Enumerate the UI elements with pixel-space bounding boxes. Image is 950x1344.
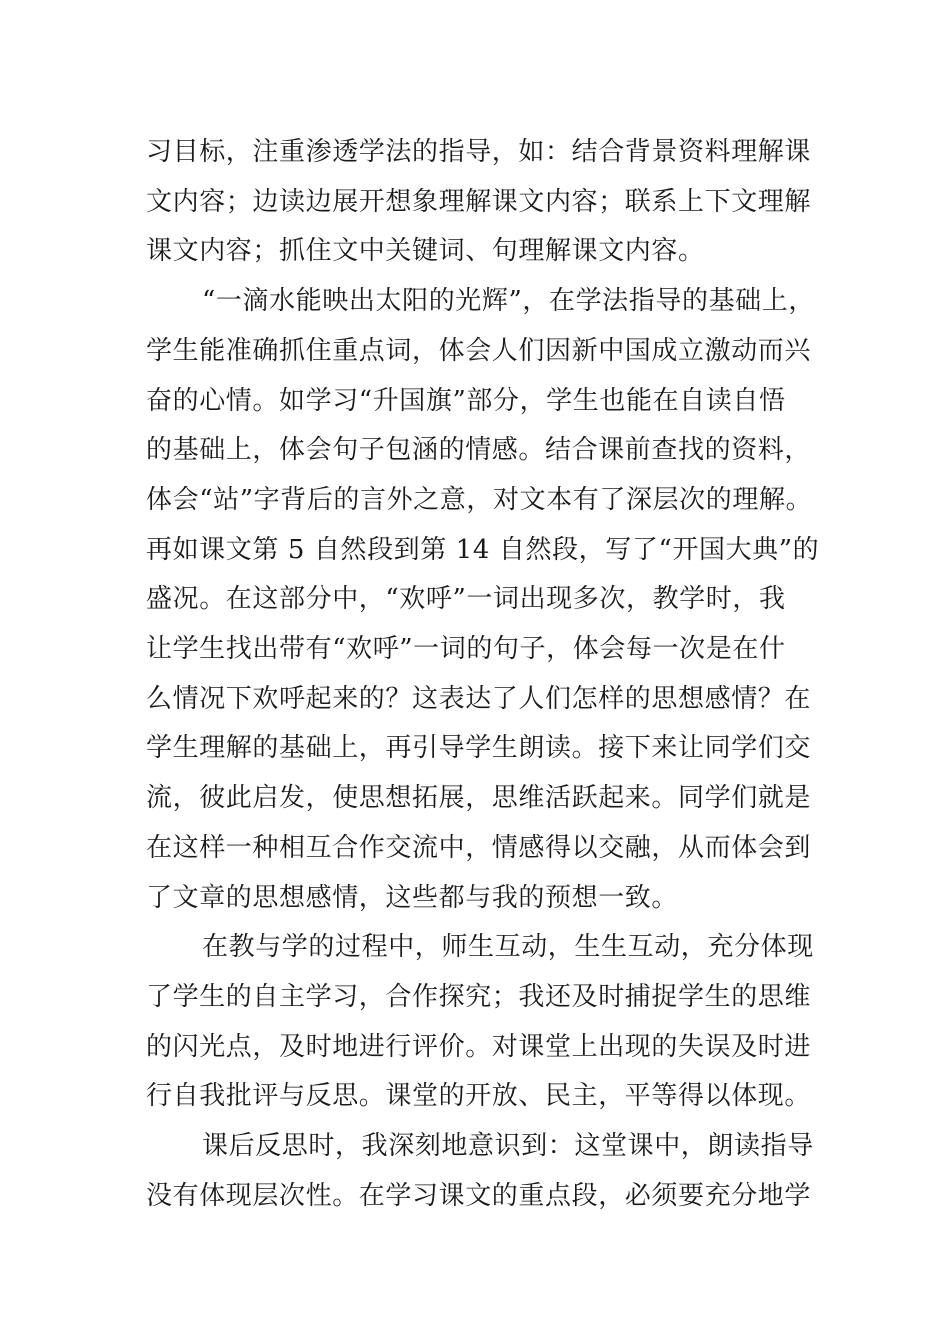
text-line: 奋的心情。如学习“升国旗”部分，学生也能在自读自悟 — [146, 385, 786, 416]
text-line: 学生理解的基础上，再引导学生朗读。接下来让同学们交 — [146, 733, 812, 764]
paragraph-1 — [146, 128, 812, 277]
paragraph-4 — [146, 1122, 814, 1221]
text-line: 了学生的自主学习，合作探究；我还及时捕捉学生的思维 — [146, 981, 812, 1012]
text-line: 课后反思时，我深刻地意识到：这堂课中，朗读指导 — [202, 1131, 814, 1162]
text-line: “一滴水能映出太阳的光辉”，在学法指导的基础上， — [202, 286, 815, 317]
text-line: 习目标，注重渗透学法的指导，如：结合背景资料理解课 — [146, 137, 812, 167]
text-line: 课文内容；抓住文中关键词、句理解课文内容。 — [146, 236, 705, 267]
text-line: 流，彼此启发，使思想拓展，思维活跃起来。同学们就是 — [146, 783, 812, 814]
text-line: 的基础上，体会句子包涵的情感。结合课前查找的资料， — [146, 435, 812, 466]
paragraph-2 — [146, 277, 820, 923]
text-line: 的闪光点，及时地进行评价。对课堂上出现的失误及时进 — [146, 1031, 812, 1062]
text-line: 行自我批评与反思。课堂的开放、民主，平等得以体现。 — [146, 1081, 812, 1112]
text-line: 没有体现层次性。在学习课文的重点段，必须要充分地学 — [146, 1180, 812, 1211]
text-line: 在教与学的过程中，师生互动，生生互动，充分体现 — [202, 932, 814, 963]
text-line: 文内容；边读边展开想象理解课文内容；联系上下文理解 — [146, 186, 812, 217]
paragraph-3 — [146, 923, 814, 1122]
text-line: 体会“站”字背后的言外之意，对文本有了深层次的理解。 — [146, 484, 813, 515]
document-body — [146, 128, 820, 1221]
text-line: 在这样一种相互合作交流中，情感得以交融，从而体会到 — [146, 832, 812, 863]
text-line: 盛况。在这部分中，“欢呼”一词出现多次，教学时，我 — [146, 584, 786, 615]
text-line: 了文章的思想感情，这些都与我的预想一致。 — [146, 882, 679, 913]
text-line: 么情况下欢呼起来的？这表达了人们怎样的思想感情？在 — [146, 683, 812, 714]
text-line: 再如课文第 5 自然段到第 14 自然段，写了“开国大典”的 — [146, 534, 820, 565]
text-line: 让学生找出带有“欢呼”一词的句子，体会每一次是在什 — [146, 634, 786, 665]
text-line: 学生能准确抓住重点词，体会人们因新中国成立激动而兴 — [146, 335, 812, 366]
